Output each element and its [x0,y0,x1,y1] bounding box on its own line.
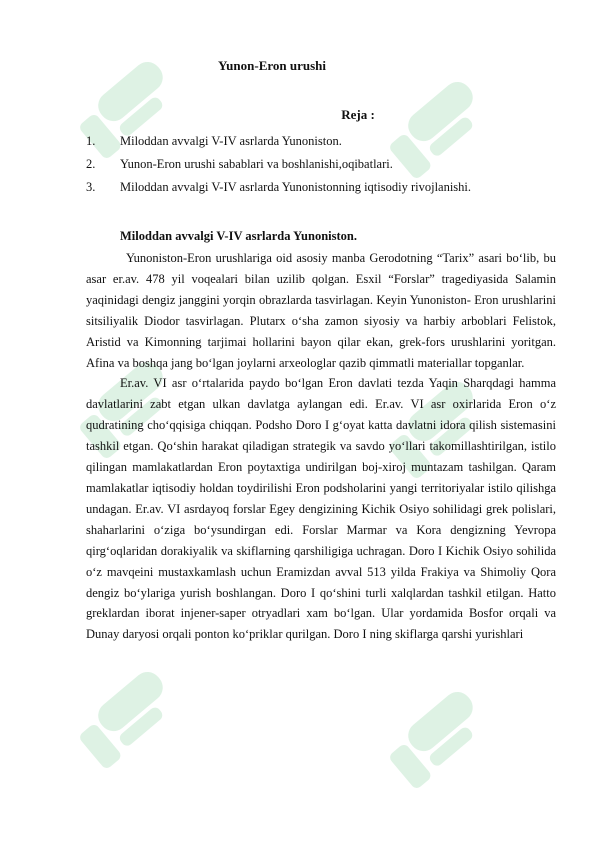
plan-heading [0,107,596,123]
watermark-mark [372,670,509,801]
plan-item-number: 2. [86,157,96,171]
plan-list [86,130,566,199]
body-text [86,248,556,645]
plan-item [86,130,566,153]
plan-item-text: Yunon-Eron urushi sabablari va boshlanishi,oqibatlari. [120,157,393,171]
plan-item-number: 3. [86,180,96,194]
section-heading: Miloddan avvalgi V-IV asrlarda Yunoniston. [120,229,357,243]
page-title-text: Yunon-Eron urushi [217,58,327,73]
plan-item-text: Miloddan avvalgi V-IV asrlarda Yunoniston. [120,134,342,148]
plan-item-text: Miloddan avvalgi V-IV asrlarda Yunonistonning iqtisodiy rivojlanishi. [120,180,472,194]
page-title [0,58,596,74]
plan-heading-text: Reja : [341,107,375,122]
paragraph: Er.av. VI asr o‘rtalarida paydo bo‘lgan Eron davlati tezda Yaqin Sharqdagi hamma davlatlarini zabt etgan ulkan davlatga aylangan edi. Er.av. VI asr oxirlarida Eron o‘z qudratining cho‘qqisiga chiqqan. Podsho Doro I g‘oyat katta davlatni idora qilish sistemasini tashkil etgan. Qo‘shin harakat qiladigan strategik va savdo yo‘llari takomillashtirilgan, istilo qilingan mamlakatlardan Eron poytaxtiga undirilgan boj-xiroj muntazam tashilgan. Qaram mamlakatlar iqtisodiy holdan toydirilishi Eron podsholarini yangi territoriyalar istilo qilishga undagan. Er.av. VI asrdayoq forslar Egey dengizining Kichik Osiyo sohilidagi grek polislari, shaharlarini o‘ziga bo‘ysundirgan edi. Forslar Marmar va Kora dengizning Yevropa qirg‘oqlaridan dorakiyalik va skiflarning qarshiligiga uchragan. Doro I Kichik Osiyo sohilida o‘z mavqeini mustaxkamlash uchun Eramizdan avval 513 yilda Frakiya va Shimoliy Qora dengiz bo‘ylariga yurish boshlangan. Doro I qo‘shini turli xalqlardan tashkil etilgan. Hatto greklardan iborat injener-saper otryadlari xam bo‘lgan. Ular yordamida Bosfor orqali va Dunay daryosi orqali ponton ko‘priklar qurilgan. Doro I ning skiflarga qarshi yurishlari [86,376,556,642]
plan-item [86,176,566,199]
plan-item-number: 1. [86,134,96,148]
paragraph: Yunoniston-Eron urushlariga oid asosiy manba Gerodotning “Tarix” asari bo‘lib, bu asar er.av. 478 yil voqealari bilan uzilib qolgan. Esxil “Forslar” tragediyasida Salamin yaqinidagi dengiz janggini yorqin obrazlarda tasvirlagan. Keyin Yunoniston- Eron urushlarini sitsiliyalik Diodor tasvirlagan. Plutarx o‘sha zamon siyosiy va harbiy arboblari Felistok, Aristid va Kimonning tarjimai hollarini bayon qilar ekan, grek-fors urushlarini yoritgan. Afina va boshqa jang bo‘lgan joylarni arxeologlar qazib qimmatli materiallar topganlar. [86,251,556,370]
plan-item [86,153,566,176]
watermark-mark [62,650,199,781]
